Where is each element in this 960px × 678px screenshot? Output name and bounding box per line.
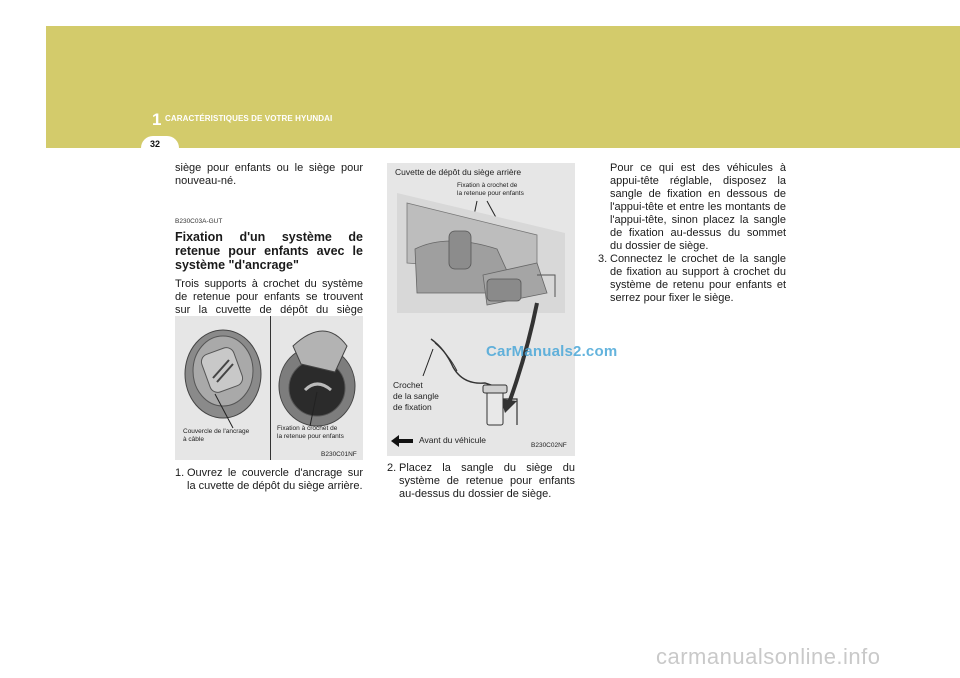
vehicle-front-label: Avant du véhicule	[419, 435, 486, 445]
column-right	[598, 162, 786, 305]
chapter-number: 1	[152, 110, 162, 129]
page-number: 32	[150, 139, 161, 149]
hook-fixation-label-2: Fixation à crochet de la retenue pour enfants	[457, 182, 524, 197]
step-2-text: Placez la sangle du siège du système de retenue pour enfants au-dessus du dossier de siège.	[399, 462, 575, 500]
header-band-fill	[46, 26, 960, 148]
step-3	[598, 253, 786, 305]
watermark-carmanuals: CarManuals2.com	[486, 343, 618, 360]
strap-hook-label: Crochet de la sangle de fixation	[393, 380, 439, 412]
step-1	[175, 467, 363, 493]
section-heading: Fixation d'un système de retenue pour enfants avec le système "d'ancrage"	[175, 230, 363, 272]
watermark-footer: carmanualsonline.info	[656, 644, 881, 669]
step-2-number: 2.	[387, 462, 397, 474]
header-band	[0, 0, 960, 148]
figure-rear-shelf	[387, 163, 575, 456]
cable-anchor-cover-label: Couvercle de l'ancrage à câble	[183, 428, 250, 443]
figure-code-2: B230C02NF	[531, 442, 567, 449]
figure-divider	[270, 316, 271, 460]
step-1-text: Ouvrez le couvercle d'ancrage sur la cuvette de dépôt du siège arrière.	[187, 467, 363, 492]
section-code: B230C03A-GUT	[175, 218, 223, 225]
adjustable-headrest-text: Pour ce qui est des véhicules à appui-tête réglable, disposez la sangle de fixation en dessous de l'appui-tête et entre les montants de l'appui-tête, sinon placez la sangle de fixation au-dessus du sommet du dossier de siège.	[610, 162, 786, 252]
section-body: Trois supports à crochet du système de retenue pour enfants se trouvent sur la cuvette de dépôt du siège	[175, 278, 363, 316]
rear-shelf-label: Cuvette de dépôt du siège arrière	[395, 167, 522, 177]
figure-code: B230C01NF	[321, 451, 357, 458]
step-2	[387, 462, 575, 501]
column-left	[175, 162, 363, 330]
step-3-text: Connectez le crochet de la sangle de fixation au support à crochet du système de retenu pour enfants et serrez pour fixer le siège.	[610, 253, 786, 304]
hook-fixation-label: Fixation à crochet de la retenue pour enfants	[277, 425, 344, 440]
adjustable-headrest-note	[598, 162, 786, 253]
chapter-title: CARACTÉRISTIQUES DE VOTRE HYUNDAI	[165, 114, 333, 123]
intro-text: siège pour enfants ou le siège pour nouveau-né.	[175, 162, 363, 187]
step-1-number: 1.	[175, 467, 185, 479]
figure-anchor-cover	[175, 316, 363, 460]
step-3-number: 3.	[598, 253, 608, 265]
